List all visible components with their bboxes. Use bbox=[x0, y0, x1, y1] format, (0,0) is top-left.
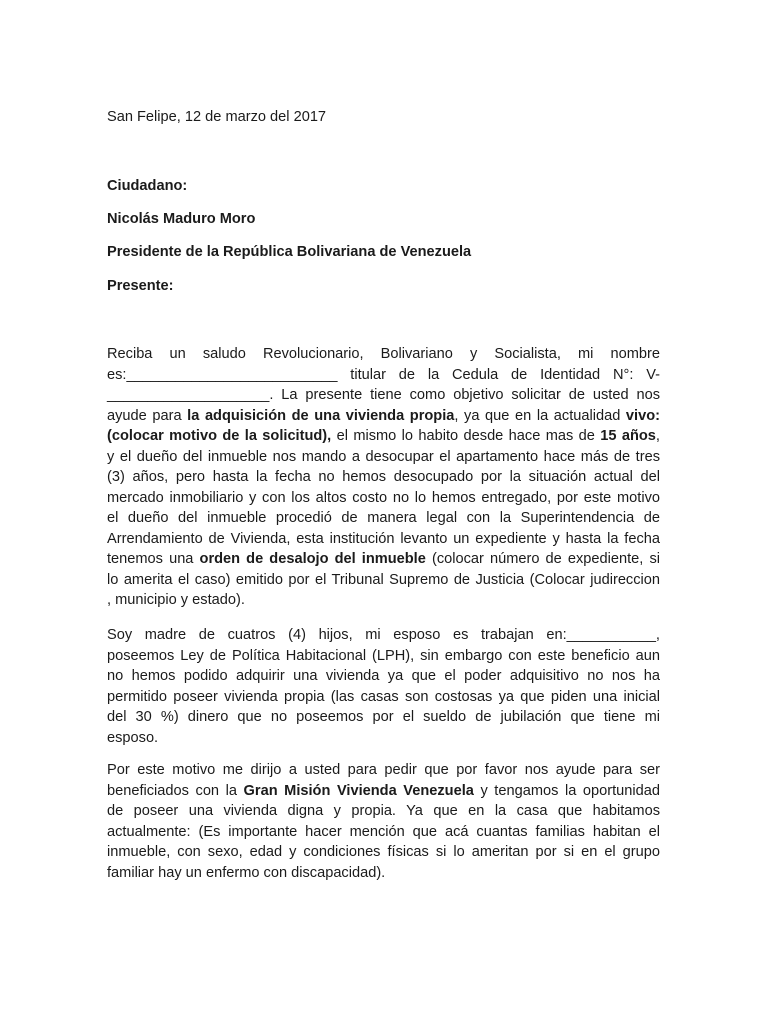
p1-line: Reciba un saludo Revolucionario, Bolivariano y Socialista, mi nombre bbox=[107, 346, 660, 362]
p2-line: poseemos Ley de Política Habitacional (LPH), sin embargo con este beneficio aun bbox=[107, 647, 660, 664]
p3-line: de poseer una vivienda digna y propia. Ya que en la casa que habitamos bbox=[107, 803, 660, 819]
p3-line: actualmente: (Es importante hacer mención que acá cuantas familias habitan el bbox=[107, 823, 660, 840]
p3-line: familiar hay un enfermo con discapacidad). bbox=[107, 864, 386, 881]
p1-line: el dueño del inmueble procedió de manera legal con la Superintendencia de bbox=[107, 510, 660, 526]
date-line: San Felipe, 12 de marzo del 2017 bbox=[107, 109, 327, 125]
p1-line: (3) años, pero hasta la fecha no hemos desocupado por la situación actual del bbox=[107, 469, 660, 485]
p1-line: tenemos una orden de desalojo del inmueble (colocar número de expediente, si bbox=[107, 551, 660, 567]
p2-line: Soy madre de cuatros (4) hijos, mi esposo es trabajan en:___________, bbox=[107, 627, 660, 643]
paragraph-3 bbox=[107, 760, 660, 883]
salutation-presente: Presente: bbox=[107, 278, 174, 294]
bold-phrase: la adquisición de una vivienda propia bbox=[187, 407, 455, 424]
p1-line: y el dueño del inmueble nos mando a desocupar el apartamento hace más de tres bbox=[107, 448, 660, 465]
p3-line: beneficiados con la Gran Misión Vivienda Venezuela y tengamos la oportunidad bbox=[107, 782, 660, 799]
paragraph-2 bbox=[107, 625, 660, 748]
p1-line: , municipio y estado). bbox=[107, 592, 245, 608]
salutation-ciudadano: Ciudadano: bbox=[107, 178, 188, 194]
p3-line: Por este motivo me dirijo a usted para pedir que por favor nos ayude para ser bbox=[107, 762, 660, 778]
p1-line: mercado inmobiliario y con los altos costo no lo hemos entregado, por este motivo bbox=[107, 489, 660, 506]
p3-line: inmueble, con sexo, edad y condiciones físicas si lo ameritan por si en el grupo bbox=[107, 844, 660, 860]
p2-line: esposo. bbox=[107, 729, 159, 746]
bold-phrase: 15 años bbox=[600, 428, 656, 444]
bold-phrase: vivo: bbox=[625, 407, 660, 424]
bold-phrase: (colocar motivo de la solicitud), bbox=[107, 428, 332, 444]
p2-line: del 30 %) dinero que no poseemos por el sueldo de jubilación que tiene mi bbox=[107, 709, 660, 725]
p2-line: permitido poseer vivienda propia (las casas son costosas ya que piden una inicial bbox=[107, 688, 660, 705]
p1-line: (colocar motivo de la solicitud), el mismo lo habito desde hace mas de 15 años, bbox=[107, 428, 660, 444]
recipient-title: Presidente de la República Bolivariana de Venezuela bbox=[107, 244, 472, 260]
p1-line: ayude para la adquisición de una vivienda propia, ya que en la actualidad vivo: bbox=[107, 407, 660, 424]
bold-phrase: Gran Misión Vivienda Venezuela bbox=[243, 782, 474, 799]
bold-phrase: orden de desalojo del inmueble bbox=[199, 551, 426, 567]
recipient-name: Nicolás Maduro Moro bbox=[107, 211, 256, 227]
p1-line: Arrendamiento de Vivienda, esta institución levanto un expediente y hasta la fecha bbox=[107, 530, 660, 547]
p1-line: ____________________. La presente tiene como objetivo solicitar de usted nos bbox=[107, 387, 660, 403]
p1-line: lo amerita el caso) emitido por el Tribunal Supremo de Justicia (Colocar judireccion bbox=[107, 571, 660, 588]
paragraph-1 bbox=[107, 344, 660, 611]
p2-line: no hemos podido adquirir una vivienda ya que el poder adquisitivo no nos ha bbox=[107, 668, 660, 684]
p1-line: es:__________________________ titular de la Cedula de Identidad N°: V- bbox=[107, 366, 660, 383]
